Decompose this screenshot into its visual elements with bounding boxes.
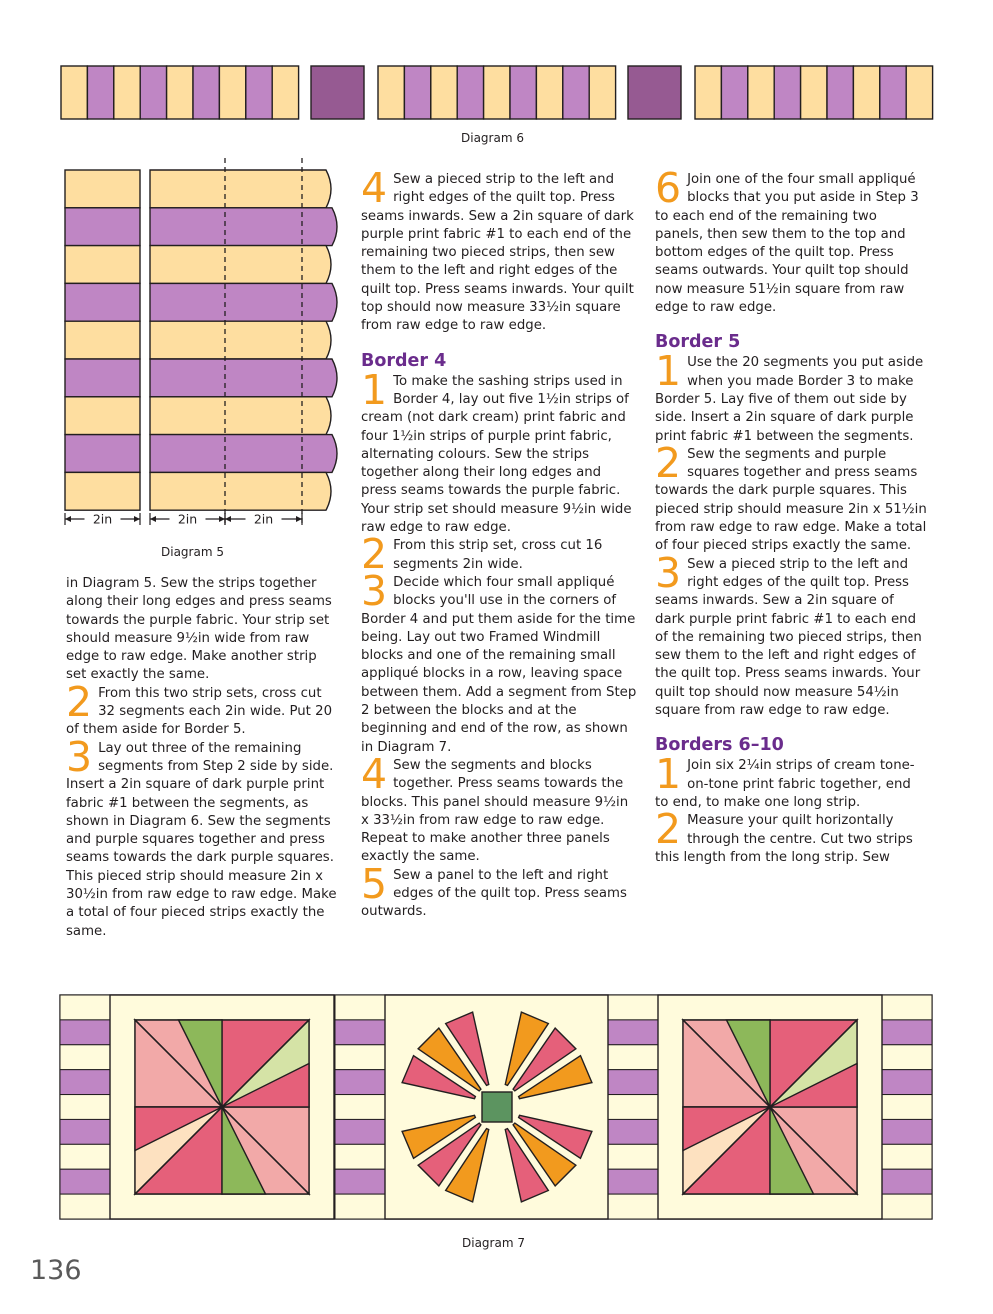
strip — [65, 321, 140, 359]
dim-arrow — [134, 516, 140, 522]
strip-cell — [114, 66, 140, 119]
diagram-6-caption: Diagram 6 — [461, 131, 524, 145]
dim-label: 2in — [92, 511, 113, 527]
strip — [65, 170, 140, 208]
strip-cell — [510, 66, 536, 119]
step-4 — [361, 749, 637, 867]
strip-cell — [721, 66, 747, 119]
step-4 — [361, 164, 637, 336]
strip — [150, 170, 331, 208]
sashing-strip — [882, 1045, 932, 1070]
strip-cell — [563, 66, 589, 119]
strip-cell — [748, 66, 774, 119]
strip-cell — [827, 66, 853, 119]
column-1 — [66, 575, 338, 941]
sashing-strip — [882, 1095, 932, 1120]
step-3 — [361, 566, 637, 757]
step-2 — [655, 438, 927, 556]
dim-label: 2in — [177, 511, 198, 527]
strip-cell — [906, 66, 932, 119]
strip-cell — [801, 66, 827, 119]
step-number: 1 — [655, 347, 682, 396]
step-2 — [655, 805, 927, 867]
diagram-6-strip — [0, 62, 993, 132]
strip-cell — [87, 66, 113, 119]
step-text: Sew a pieced strip to the left and right edges of the quilt top. Press seams inwards. Sew a 2in square of dark purple print fabric #1 to each end of the remaining two pieced strips, then sew them to the left and right edges of the quilt top. Press seams inwards. Your quilt top should now measure 33½in square from raw edge to raw edge. — [361, 172, 634, 334]
strip-cell — [484, 66, 510, 119]
strip-cell — [431, 66, 457, 119]
sashing-strip — [335, 995, 385, 1020]
step-number: 1 — [361, 365, 388, 414]
step-1 — [655, 750, 927, 812]
step-text: Lay out three of the remaining segments from Step 2 side by side. Insert a 2in square of dark purple print fabric #1 between the segments, as shown in Diagram 6. Sew the segments and purple squares together and press seams towards the dark purple squares. This pieced strip should measure 2in x 30½in from raw edge to raw edge. Make a total of four pieced strips exactly the same. — [66, 740, 337, 939]
strip-cell — [589, 66, 615, 119]
sashing-strip — [882, 1169, 932, 1194]
strip-cell — [536, 66, 562, 119]
sashing-strip — [335, 1169, 385, 1194]
sashing-strip — [335, 1194, 385, 1219]
strip-cell — [272, 66, 298, 119]
sashing-strip — [60, 1194, 110, 1219]
step-3 — [66, 732, 338, 941]
step-3 — [655, 548, 927, 721]
sashing-strip — [882, 1020, 932, 1045]
step-number: 6 — [655, 164, 682, 212]
step-number: 1 — [655, 750, 682, 799]
strip-cell — [457, 66, 483, 119]
sashing-strip — [335, 1020, 385, 1045]
sashing-strip — [60, 1144, 110, 1169]
sashing-strip — [335, 1119, 385, 1144]
step-number: 4 — [361, 749, 388, 798]
step-2 — [66, 677, 338, 740]
strip-cell — [695, 66, 721, 119]
strip-cell — [378, 66, 404, 119]
sashing-strip — [335, 1144, 385, 1169]
strip — [65, 283, 140, 321]
step-text: Sew the segments and blocks together. Press seams towards the blocks. This panel should measure 9½in x 33½in from raw edge to raw edge. Repeat to make another three panels exactly the same. — [361, 757, 629, 865]
dim-label: 2in — [253, 511, 274, 527]
strip-cell — [61, 66, 87, 119]
sashing-strip — [882, 1070, 932, 1095]
sashing-strip — [608, 1144, 658, 1169]
dark-purple-square — [628, 66, 681, 119]
step-text: To make the sashing strips used in Border 4, lay out five 1½in strips of cream (not dark cream) print fabric and four 1½in strips of purple print fabric, alternating colours. Sew the strips together along their long edges and press seams towards the purple fabric. Your strip set should measure 9½in wide raw edge to raw edge. — [361, 373, 632, 536]
sashing-strip — [608, 1070, 658, 1095]
diagram-7-caption: Diagram 7 — [462, 1236, 525, 1250]
step-text: Use the 20 segments you put aside when you made Border 3 to make Border 5. Lay five of them out side by side. Insert a 2in square of dark purple print fabric #1 between the segments. — [655, 355, 924, 444]
step-text: Decide which four small appliqué blocks you'll use in the corners of Border 4 and put them aside for the time being. Lay out two Framed Windmill blocks and one of the remaining small appliqué blocks in a row, leaving space between them. Add a segment from Step 2 between the blocks and at the beginning and end of the row, as shown in Diagram 7. — [361, 574, 637, 755]
sashing-strip — [608, 1095, 658, 1120]
sashing-strip — [60, 1045, 110, 1070]
step-number: 3 — [361, 566, 388, 615]
diagram-7 — [58, 993, 938, 1223]
dim-arrow — [65, 516, 71, 522]
paragraph: in Diagram 5. Sew the strips together along their long edges and press seams towards the purple fabric. Your strip set should measure 9½in wide from raw edge to raw edge. Make another strip set exactly the same. — [66, 576, 332, 683]
step-text: From this two strip sets, cross cut 32 segments each 2in wide. Put 20 of them aside for Border 5. — [66, 685, 333, 738]
strip — [150, 359, 337, 397]
sashing-strip — [882, 1144, 932, 1169]
step-number: 2 — [361, 530, 388, 579]
step-number: 5 — [361, 859, 388, 908]
strip — [65, 359, 140, 397]
sashing-strip — [60, 1095, 110, 1120]
step-text: Sew a pieced strip to the left and right edges of the quilt top. Press seams inwards. Sew a 2in square of dark purple print fabric #1 to each end of the remaining two pieced strips, then sew them to the left and right edges of the quilt top. Press seams inwards. Your quilt top should now measure 54½in square from raw edge to raw edge. — [655, 556, 922, 719]
dim-arrow — [225, 516, 231, 522]
strip — [65, 435, 140, 473]
step-number: 2 — [66, 677, 93, 726]
strip-cell — [219, 66, 245, 119]
step-text: Join one of the four small appliqué blocks that you put aside in Step 3 to each end of the remaining two panels, then sew them to the top and bottom edges of the quilt top. Press seams outwards. Your quilt top should now measure 51½in square from raw edge to raw edge. — [655, 172, 919, 316]
strip-cell — [853, 66, 879, 119]
strip — [150, 283, 337, 321]
flower-center — [482, 1092, 512, 1122]
strip-cell — [167, 66, 193, 119]
sashing-strip — [882, 1119, 932, 1144]
diagram-5-caption: Diagram 5 — [161, 545, 224, 559]
sashing-strip — [608, 1119, 658, 1144]
step-number: 3 — [655, 548, 682, 597]
sashing-strip — [335, 1045, 385, 1070]
column-3 — [655, 164, 927, 867]
strip-cell — [193, 66, 219, 119]
step-text: Sew a panel to the left and right edges of the quilt top. Press seams outwards. — [361, 867, 627, 920]
strip — [150, 397, 331, 435]
strip-cell — [246, 66, 272, 119]
page-number: 136 — [30, 1255, 82, 1286]
sashing-strip — [608, 1169, 658, 1194]
sashing-strip — [882, 995, 932, 1020]
sashing-strip — [60, 1070, 110, 1095]
sashing-strip — [608, 1194, 658, 1219]
step-text: From this strip set, cross cut 16 segments 2in wide. — [393, 538, 603, 572]
strip-cell — [140, 66, 166, 119]
dim-arrow — [150, 516, 156, 522]
strip — [65, 397, 140, 435]
sashing-strip — [882, 1194, 932, 1219]
strip-cell — [880, 66, 906, 119]
step-2 — [361, 530, 637, 579]
heading-border-5: Border 5 — [655, 332, 741, 353]
step-5 — [361, 859, 637, 922]
step-1 — [655, 347, 927, 445]
strip — [65, 208, 140, 246]
strip — [65, 472, 140, 510]
sashing-strip — [335, 1095, 385, 1120]
strip — [150, 321, 331, 359]
sashing-strip — [335, 1070, 385, 1095]
sashing-strip — [60, 1020, 110, 1045]
step-text: Sew the segments and purple squares together and press seams towards the dark purple squares. This pieced strip should measure 2in x 51½in from raw edge to raw edge. Make a total of four pieced strips exactly the same. — [655, 446, 927, 554]
step-number: 3 — [66, 732, 93, 781]
dim-arrow — [219, 516, 225, 522]
dim-arrow — [296, 516, 302, 522]
step-number: 2 — [655, 805, 682, 854]
step-text: Measure your quilt horizontally through the centre. Cut two strips this length from the long strip. Sew — [655, 813, 913, 865]
sashing-strip — [608, 1045, 658, 1070]
step-1 — [361, 365, 637, 538]
step-number: 2 — [655, 438, 682, 487]
strip — [150, 435, 337, 473]
heading-border-4: Border 4 — [361, 350, 447, 371]
strip — [150, 246, 331, 284]
step-6 — [655, 164, 927, 317]
strip — [150, 208, 337, 246]
heading-borders-6-10: Borders 6–10 — [655, 735, 784, 756]
sashing-strip — [60, 1119, 110, 1144]
sashing-strip — [60, 995, 110, 1020]
strip-cell — [404, 66, 430, 119]
strip — [65, 246, 140, 284]
dark-purple-square — [311, 66, 364, 119]
step-number: 4 — [361, 164, 388, 212]
strip — [150, 472, 331, 510]
step-text: Join six 2¼in strips of cream tone-on-tone print fabric together, end to end, to make one long strip. — [655, 758, 915, 810]
diagram-5 — [60, 158, 360, 533]
sashing-strip — [60, 1169, 110, 1194]
sashing-strip — [608, 995, 658, 1020]
column-2 — [361, 164, 637, 922]
strip-cell — [774, 66, 800, 119]
sashing-strip — [608, 1020, 658, 1045]
